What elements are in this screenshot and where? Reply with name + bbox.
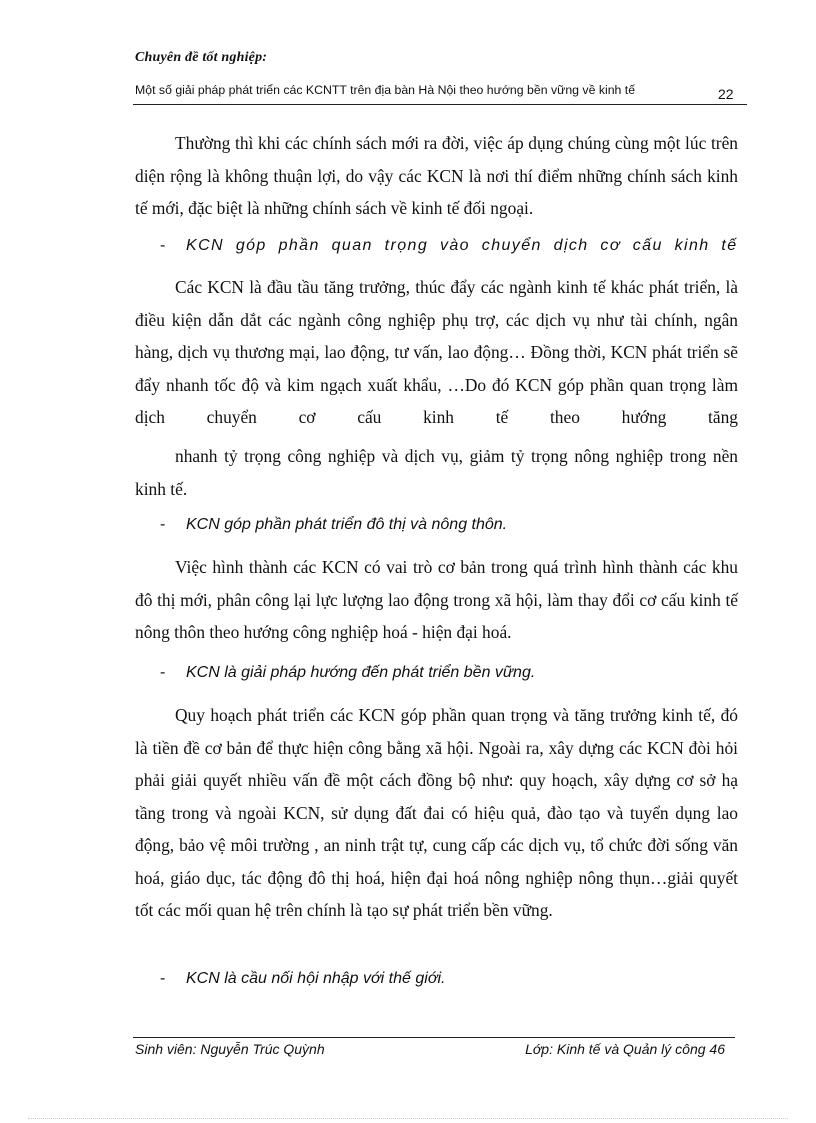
footer-class: Lớp: Kinh tế và Quản lý công 46 xyxy=(525,1041,725,1057)
bullet-item-3-text: KCN là giải pháp hướng đến phát triển bền vững. xyxy=(186,664,536,681)
bullet-item-1-text: KCN góp phần quan trọng vào chuyển dịch cơ cấu kinh tế xyxy=(186,237,738,254)
document-header-title: Chuyên đề tốt nghiệp: xyxy=(135,50,268,65)
paragraph-4-text: Quy hoạch phát triển các KCN góp phần quan trọng và tăng trưởng kinh tế, đó là tiền đề cơ bản để thực hiện công bằng xã hội. Ngoài ra, xây dựng các KCN đòi hỏi phải giải quyết nhiều vấn đề một cách đồng bộ như: quy hoạch, xây dựng cơ sở hạ tầng trong và ngoài KCN, sử dụng đất đai có hiệu quả, đào tạo và tuyển dụng lao động, bảo vệ môi trường , an ninh trật tự, cung cấp các dịch vụ, tổ chức đời sống văn hoá, giáo dục, tác động đô thị hoá, hiện đại hoá nông nghiệp nông thụn…giải quyết tốt các mối quan hệ trên chính là tạo sự phát triển bền vững. xyxy=(135,705,738,920)
paragraph-2b-text: nhanh tỷ trọng công nghiệp và dịch vụ, giảm tỷ trọng nông nghiệp trong nền kinh tế. xyxy=(135,446,738,499)
paragraph-1 xyxy=(135,127,738,225)
footer-student: Sinh viên: Nguyễn Trúc Quỳnh xyxy=(135,1041,325,1057)
bullet-dash: - xyxy=(160,970,166,987)
footer-rule xyxy=(133,1037,735,1038)
header-rule xyxy=(133,104,747,105)
bullet-item-3 xyxy=(160,664,740,682)
bullet-item-2 xyxy=(160,516,740,534)
paragraph-1-text: Thường thì khi các chính sách mới ra đời, việc áp dụng chúng cùng một lúc trên diện rộng là không thuận lợi, do vậy các KCN là nơi thí điểm những chính sách kinh tế mới, đặc biệt là những chính sách về kinh tế đối ngoại. xyxy=(135,133,738,218)
paragraph-4 xyxy=(135,699,738,927)
bullet-item-2-text: KCN góp phần phát triển đô thị và nông thôn. xyxy=(186,516,508,533)
bullet-item-1 xyxy=(160,237,740,255)
document-header-subtitle: Một số giải pháp phát triển các KCNTT trên địa bàn Hà Nội theo hướng bền vững về kinh tế xyxy=(135,83,636,97)
paragraph-3 xyxy=(135,551,738,649)
bullet-dash: - xyxy=(160,237,167,254)
bullet-item-4-text: KCN là cầu nối hội nhập với thế giới. xyxy=(186,970,446,987)
bullet-dash: - xyxy=(160,516,166,533)
page-number: 22 xyxy=(718,86,734,102)
bullet-dash: - xyxy=(160,664,166,681)
paragraph-2 xyxy=(135,271,738,434)
bullet-item-4 xyxy=(160,970,740,988)
page-edge xyxy=(28,1118,788,1119)
paragraph-3-text: Việc hình thành các KCN có vai trò cơ bản trong quá trình hình thành các khu đô thị mới, phân công lại lực lượng lao động trong xã hội, làm thay đổi cơ cấu kinh tế nông thôn theo hướng công nghiệp hoá - hiện đại hoá. xyxy=(135,557,738,642)
paragraph-2-text: Các KCN là đầu tầu tăng trưởng, thúc đẩy các ngành kinh tế khác phát triển, là điều kiện dẫn dắt các ngành công nghiệp phụ trợ, các dịch vụ như tài chính, ngân hàng, dịch vụ thương mại, lao động, tư vấn, lao động… Đồng thời, KCN phát triển sẽ đẩy nhanh tốc độ và kim ngạch xuất khẩu, …Do đó KCN góp phần quan trọng làm dịch chuyển cơ cấu kinh tế theo hướng tăng xyxy=(135,277,738,427)
paragraph-2-continued xyxy=(135,440,738,505)
